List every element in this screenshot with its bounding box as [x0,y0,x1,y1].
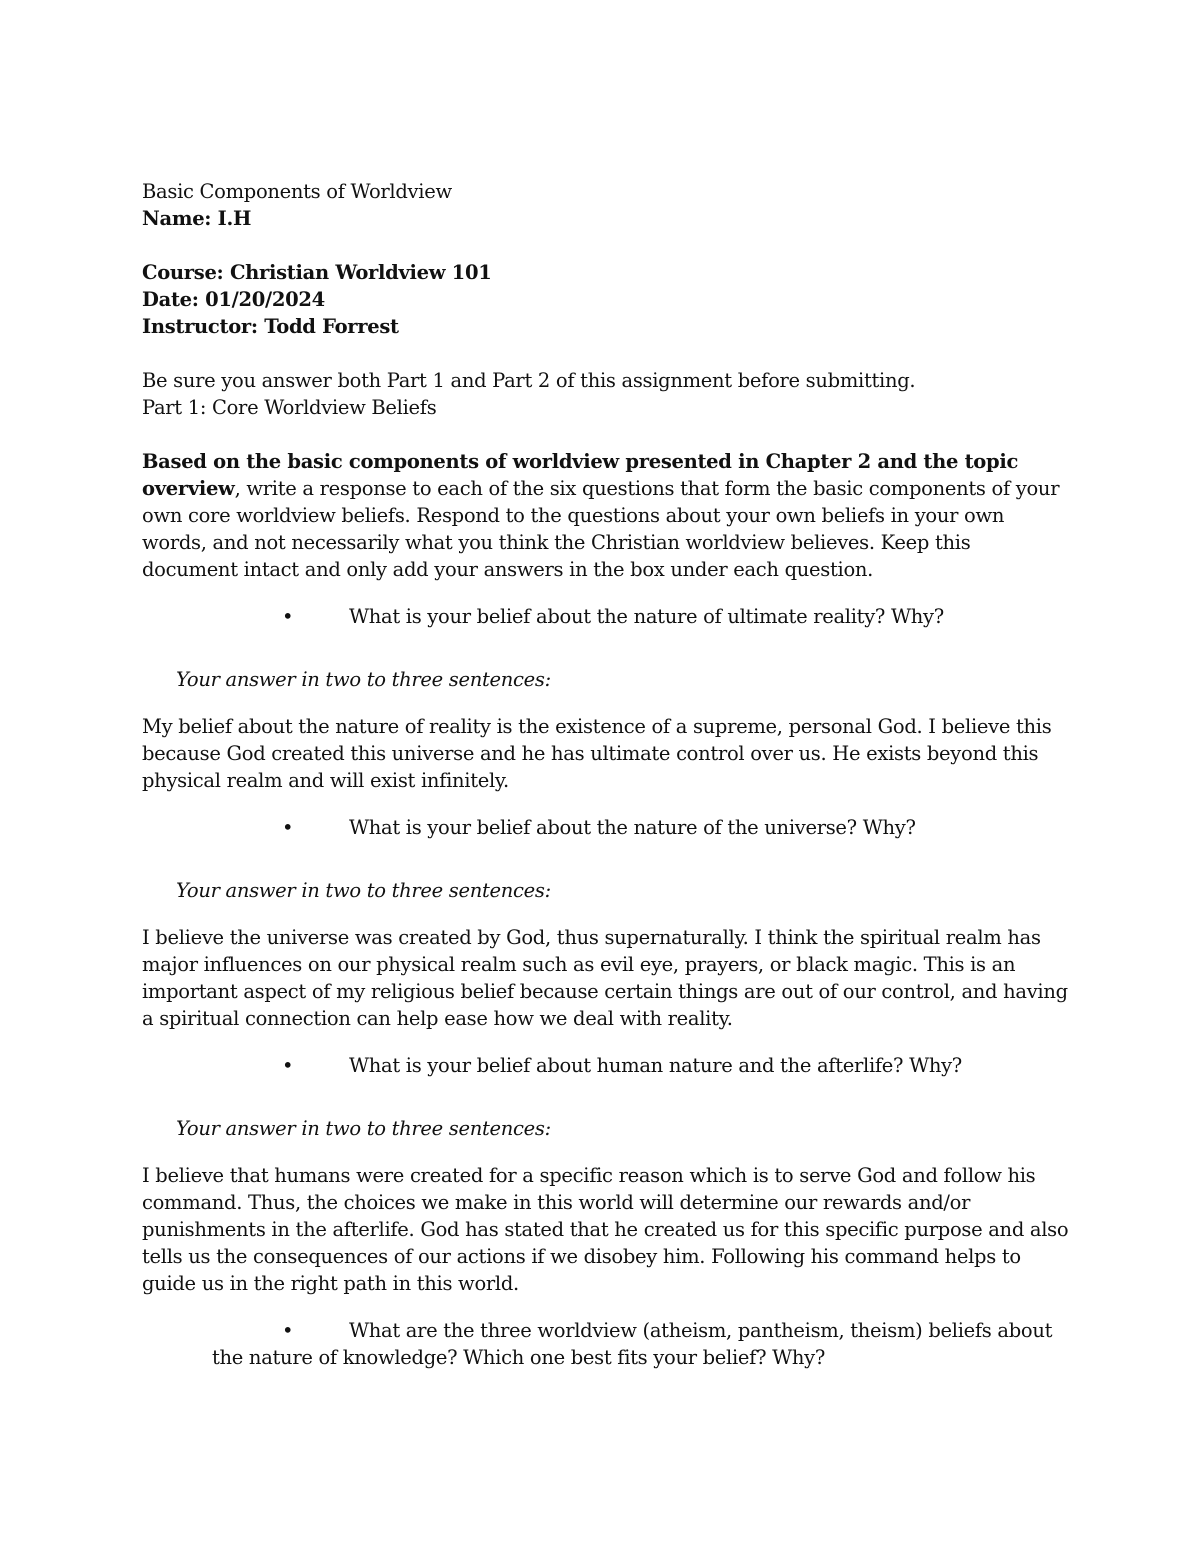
student-name: Name: I.H [142,207,252,230]
part1-heading: Part 1: Core Worldview Beliefs [142,396,437,419]
bullet-icon: • [282,1319,294,1342]
question-2 [142,814,1072,841]
intro-paragraph [142,448,1072,583]
instructor-name: Instructor: Todd Forrest [142,315,399,338]
question-1 [142,603,1072,630]
bullet-icon: • [282,1054,294,1077]
question-text: What is your belief about the nature of ultimate reality? Why? [349,605,944,628]
intro-bold-text: Based on the basic components of worldview presented in Chapter 2 and the topic overview [142,450,1019,500]
bullet-icon: • [282,816,294,839]
question-text-continued: the nature of knowledge? Which one best fits your belief? Why? [212,1346,825,1369]
question-text: What is your belief about the nature of the universe? Why? [349,816,916,839]
question-3 [142,1052,1072,1079]
course-name: Course: Christian Worldview 101 [142,261,492,284]
answer-2: I believe the universe was created by God, thus supernaturally. I think the spiritual realm has major influences on our physical realm such as evil eye, prayers, or black magic. This is an important aspect of my religious belief because certain things are out of our control, and having a spiritual connection can help ease how we deal with reality. [142,926,1068,1030]
question-4 [142,1317,1072,1344]
question-text: What are the three worldview (atheism, pantheism, theism) beliefs about [349,1319,1053,1342]
answer-prompt: Your answer in two to three sentences: [176,879,551,902]
answer-prompt: Your answer in two to three sentences: [176,668,551,691]
intro-body-text: , write a response to each of the six questions that form the basic components of your own core worldview beliefs. Respond to the questions about your own beliefs in your own words, and not necessarily what you think the Christian worldview believes. Keep this document intact and only add your answers in the box under each question. [142,477,1060,581]
document-page [142,178,1072,1371]
answer-prompt: Your answer in two to three sentences: [176,1117,551,1140]
submission-date: Date: 01/20/2024 [142,288,325,311]
answer-3: I believe that humans were created for a specific reason which is to serve God and follow his command. Thus, the choices we make in this world will determine our rewards and/or punishments in the afterlife. God has stated that he created us for this specific purpose and also tells us the consequences of our actions if we disobey him. Following his command helps to guide us in the right path in this world. [142,1164,1069,1295]
question-text: What is your belief about human nature and the afterlife? Why? [349,1054,962,1077]
answer-1: My belief about the nature of reality is the existence of a supreme, personal God. I believe this because God created this universe and he has ultimate control over us. He exists beyond this physical realm and will exist infinitely. [142,715,1052,792]
document-title: Basic Components of Worldview [142,180,452,203]
submission-instruction: Be sure you answer both Part 1 and Part 2 of this assignment before submitting. [142,369,916,392]
bullet-icon: • [282,605,294,628]
